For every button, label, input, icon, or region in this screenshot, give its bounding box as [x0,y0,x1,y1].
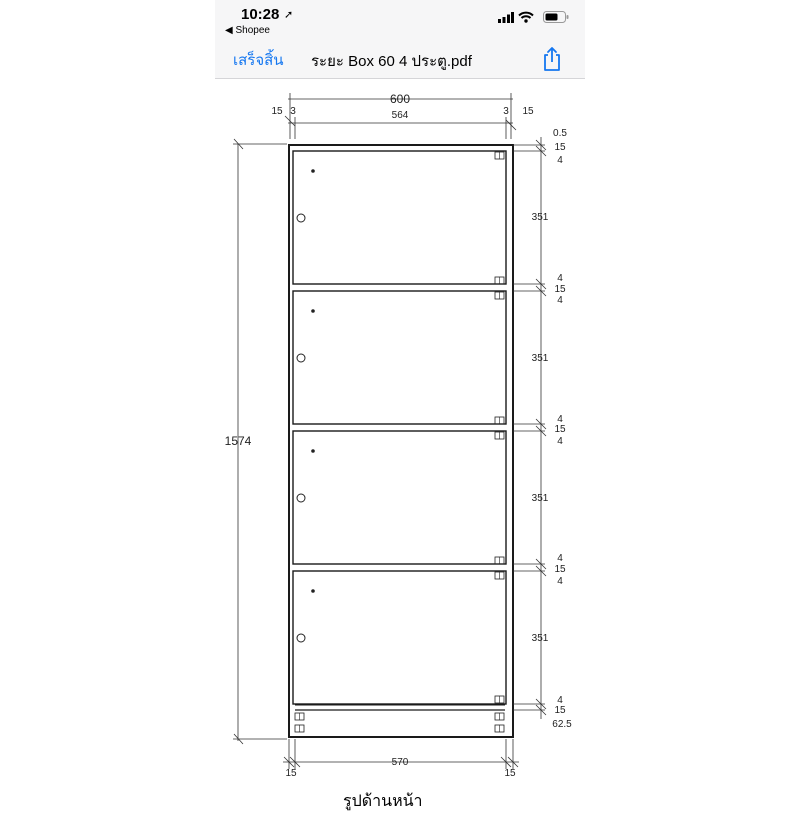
dim-bottom-a: 4 [557,695,563,706]
dim-bottom-left: 15 [285,768,297,779]
dim-left-gap: 3 [290,106,296,117]
dim-right-gap: 3 [503,106,509,117]
dim-divider-3c: 4 [557,576,563,587]
cabinet-drawing [215,79,585,800]
share-icon[interactable] [540,46,564,72]
dim-overall-width: 600 [389,92,411,106]
dim-divider-1c: 4 [557,295,563,306]
phone-screen [215,0,585,810]
dim-left-edge: 15 [271,106,283,117]
dim-right-edge: 15 [522,106,534,117]
technical-drawing [215,79,585,800]
dim-divider-3b: 15 [554,564,566,575]
dim-top-gap: 0.5 [553,128,567,139]
battery-icon [543,11,569,23]
dim-divider-1a: 4 [557,273,563,284]
dim-divider-1b: 15 [554,284,566,295]
dim-door-3: 351 [531,493,549,504]
dim-top-clearance: 4 [557,155,563,166]
dim-door-2: 351 [531,353,549,364]
dim-bottom-kick: 62.5 [552,719,572,730]
location-icon: ➚ [284,9,294,21]
hinge-marks [295,152,504,732]
view-caption: รูปด้านหน้า [343,793,423,810]
wifi-icon [518,11,534,23]
nav-bar [215,40,585,79]
dim-divider-2a: 4 [557,414,563,425]
status-time: 10:28 [241,6,280,23]
right-dimension-lines [513,137,546,719]
signal-icon [498,12,514,23]
dim-height: 1574 [224,434,252,448]
dim-top-panel: 15 [554,142,566,153]
back-to-app-link[interactable]: ◀ Shopee [225,25,270,36]
dim-divider-2c: 4 [557,436,563,447]
dim-divider-3a: 4 [557,553,563,564]
cabinet-outline [289,145,513,737]
done-button[interactable]: เสร็จสิ้น [233,52,284,69]
dim-bottom-b: 15 [554,705,566,716]
dim-door-1: 351 [531,212,549,223]
dim-bottom-inner: 570 [391,757,409,768]
dim-inner-width: 564 [391,110,409,121]
document-title: ระยะ Box 60 4 ประตู.pdf [311,53,472,70]
dim-bottom-right: 15 [504,768,516,779]
dim-divider-2b: 15 [554,424,566,435]
status-bar [215,0,585,40]
dim-door-4: 351 [531,633,549,644]
